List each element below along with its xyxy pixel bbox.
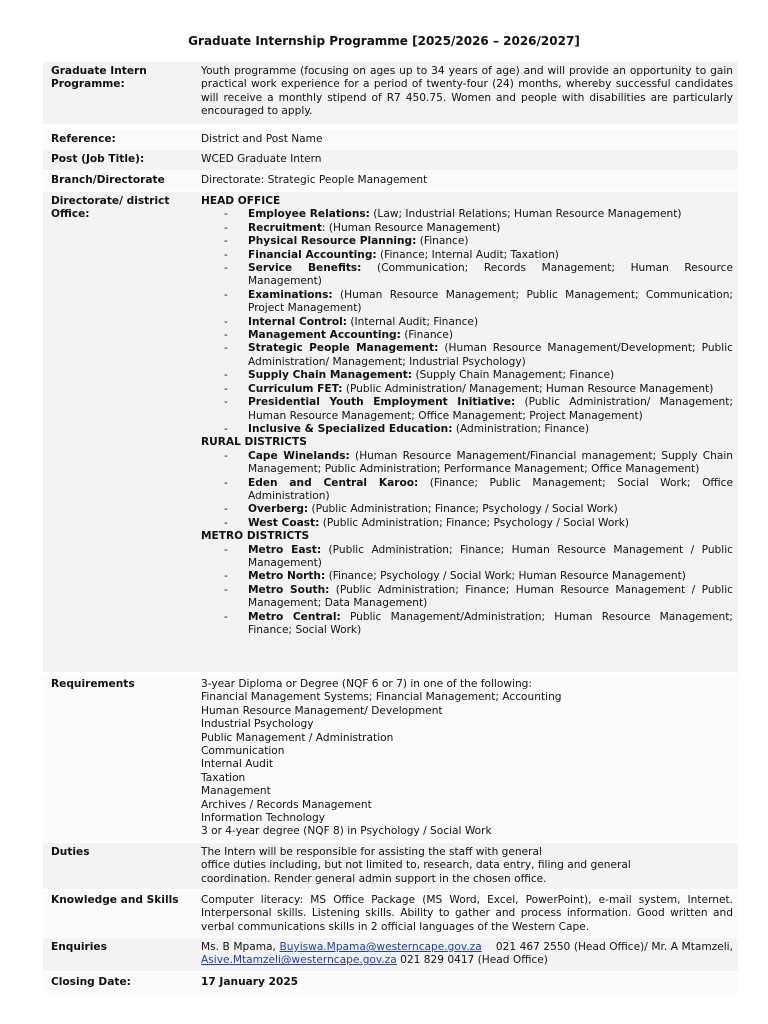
label-duties: Duties: [51, 846, 90, 858]
list-item: - Inclusive & Specialized Education: (Administration; Finance): [201, 423, 733, 436]
heading-metro-districts: METRO DISTRICTS: [201, 530, 310, 543]
value-requirements: [201, 678, 733, 839]
requirement-line: 3-year Diploma or Degree (NQF 6 or 7) in one of the following:: [201, 678, 532, 690]
requirement-line: 3 or 4-year degree (NQF 8) in Psychology / Social Work: [201, 825, 492, 838]
label-post: Post (Job Title):: [51, 153, 145, 165]
list-rural-districts: [201, 450, 733, 530]
value-duties: [201, 846, 733, 886]
value-knowledge: Computer literacy: MS Office Package (MS Word, Excel, PowerPoint), e-mail system, Internet. Interpersonal skills. Listening skills. Ability to gather and process information. Good written and verbal communications skills in 2 official languages of the Western Cape.: [201, 894, 733, 933]
requirement-line: Information Technology: [201, 812, 326, 825]
row-duties: [43, 843, 738, 889]
list-item: - Service Benefits: (Communication; Records Management; Human Resource Management): [201, 262, 733, 289]
list-item: - Employee Relations: (Law; Industrial Relations; Human Resource Management): [201, 208, 733, 221]
list-item: - Internal Control: (Internal Audit; Finance): [201, 316, 733, 329]
list-item: - Cape Winelands: (Human Resource Management/Financial management; Supply Chain Management; Public Administration; Performance Management; Office Management): [201, 450, 733, 477]
list-item: - Eden and Central Karoo: (Finance; Public Management; Social Work; Office Administration): [201, 477, 733, 504]
requirement-line: Archives / Records Management: [201, 798, 372, 811]
value-reference: District and Post Name: [201, 133, 323, 145]
heading-head-office: HEAD OFFICE: [201, 195, 281, 207]
list-item: - Recruitment: (Human Resource Management): [201, 222, 733, 235]
list-item: - Management Accounting: (Finance): [201, 329, 733, 342]
duties-line: coordination. Render general admin support in the chosen office.: [201, 872, 547, 885]
email-link-mtamzeli[interactable]: Asive.Mtamzeli@westerncape.gov.za: [201, 954, 397, 967]
row-knowledge: [43, 891, 738, 937]
value-programme: Youth programme (focusing on ages up to 34 years of age) and will provide an opportunity to gain practical work experience for a period of twenty-four (24) months, whereby successful candidates will receive a monthly stipend of R7 450.75. Women and people with disabilities are particularly encouraged to apply.: [201, 65, 733, 118]
duties-line: The Intern will be responsible for assisting the staff with general: [201, 846, 542, 858]
list-item: - Curriculum FET: (Public Administration/ Management; Human Resource Management): [201, 383, 733, 396]
label-requirements: Requirements: [51, 678, 135, 690]
email-link-mpama[interactable]: Buyiswa.Mpama@westerncape.gov.za: [279, 941, 482, 953]
label-branch: Branch/Directorate: [51, 174, 165, 186]
label-directorate: Directorate/ district Office:: [51, 195, 170, 221]
list-head-office: [201, 208, 733, 436]
row-programme: [43, 62, 738, 124]
duties-line: office duties including, but not limited to, research, data entry, filing and general: [201, 859, 631, 872]
requirement-line: Human Resource Management/ Development: [201, 704, 443, 717]
requirement-line: Industrial Psychology: [201, 718, 314, 731]
label-enquiries: Enquiries: [51, 941, 107, 953]
row-requirements: [43, 675, 738, 841]
heading-rural-districts: RURAL DISTRICTS: [201, 436, 307, 449]
list-item: - Presidential Youth Employment Initiative: (Public Administration/ Management; Human Resource Management; Office Management; Project Management): [201, 396, 733, 423]
value-branch: Directorate: Strategic People Management: [201, 174, 428, 186]
value-post: WCED Graduate Intern: [201, 153, 322, 165]
requirement-line: Taxation: [201, 771, 246, 784]
requirement-line: Internal Audit: [201, 758, 273, 771]
list-item: - Metro North: (Finance; Psychology / Social Work; Human Resource Management): [201, 570, 733, 583]
row-enquiries: [43, 938, 738, 971]
list-item: - Overberg: (Public Administration; Finance; Psychology / Social Work): [201, 503, 733, 516]
list-metro-districts: [201, 544, 733, 638]
list-item: - Metro East: (Public Administration; Finance; Human Resource Management / Public Management): [201, 544, 733, 571]
label-closing-date: Closing Date:: [51, 976, 131, 988]
list-item: - Strategic People Management: (Human Resource Management/Development; Public Administration/ Management; Industrial Psychology): [201, 342, 733, 369]
requirement-line: Financial Management Systems; Financial Management; Accounting: [201, 691, 562, 704]
list-item: - Physical Resource Planning: (Finance): [201, 235, 733, 248]
list-item: - Metro South: (Public Administration; Finance; Human Resource Management / Public Management; Data Management): [201, 584, 733, 611]
row-reference: [43, 130, 738, 150]
list-item: - Supply Chain Management: (Supply Chain Management; Finance): [201, 369, 733, 382]
list-item: - Financial Accounting: (Finance; Internal Audit; Taxation): [201, 249, 733, 262]
label-programme: Graduate Intern Programme:: [51, 65, 147, 91]
list-item: - West Coast: (Public Administration; Finance; Psychology / Social Work): [201, 517, 733, 530]
requirement-line: Management: [201, 785, 271, 798]
list-item: - Metro Central: Public Management/Administration; Human Resource Management; Finance; Social Work): [201, 611, 733, 638]
row-post: [43, 150, 738, 170]
label-reference: Reference:: [51, 133, 116, 145]
value-enquiries: Ms. B Mpama, Buyiswa.Mpama@westerncape.gov.za 021 467 2550 (Head Office)/ Mr. A Mtamzeli, Asive.Mtamzeli@westerncape.gov.za 021 829 0417 (Head Office): [201, 941, 737, 967]
row-branch: [43, 171, 738, 191]
document-title: Graduate Internship Programme [2025/2026 – 2026/2027]: [188, 34, 580, 48]
row-closing-date: [43, 973, 738, 993]
requirement-line: Public Management / Administration: [201, 731, 394, 744]
requirement-line: Communication: [201, 745, 285, 758]
value-directorate: [201, 195, 733, 637]
list-item: - Examinations: (Human Resource Management; Public Management; Communication; Project Management): [201, 289, 733, 316]
value-closing-date: 17 January 2025: [201, 976, 299, 988]
label-knowledge: Knowledge and Skills: [51, 894, 179, 906]
row-directorate: [43, 192, 738, 672]
